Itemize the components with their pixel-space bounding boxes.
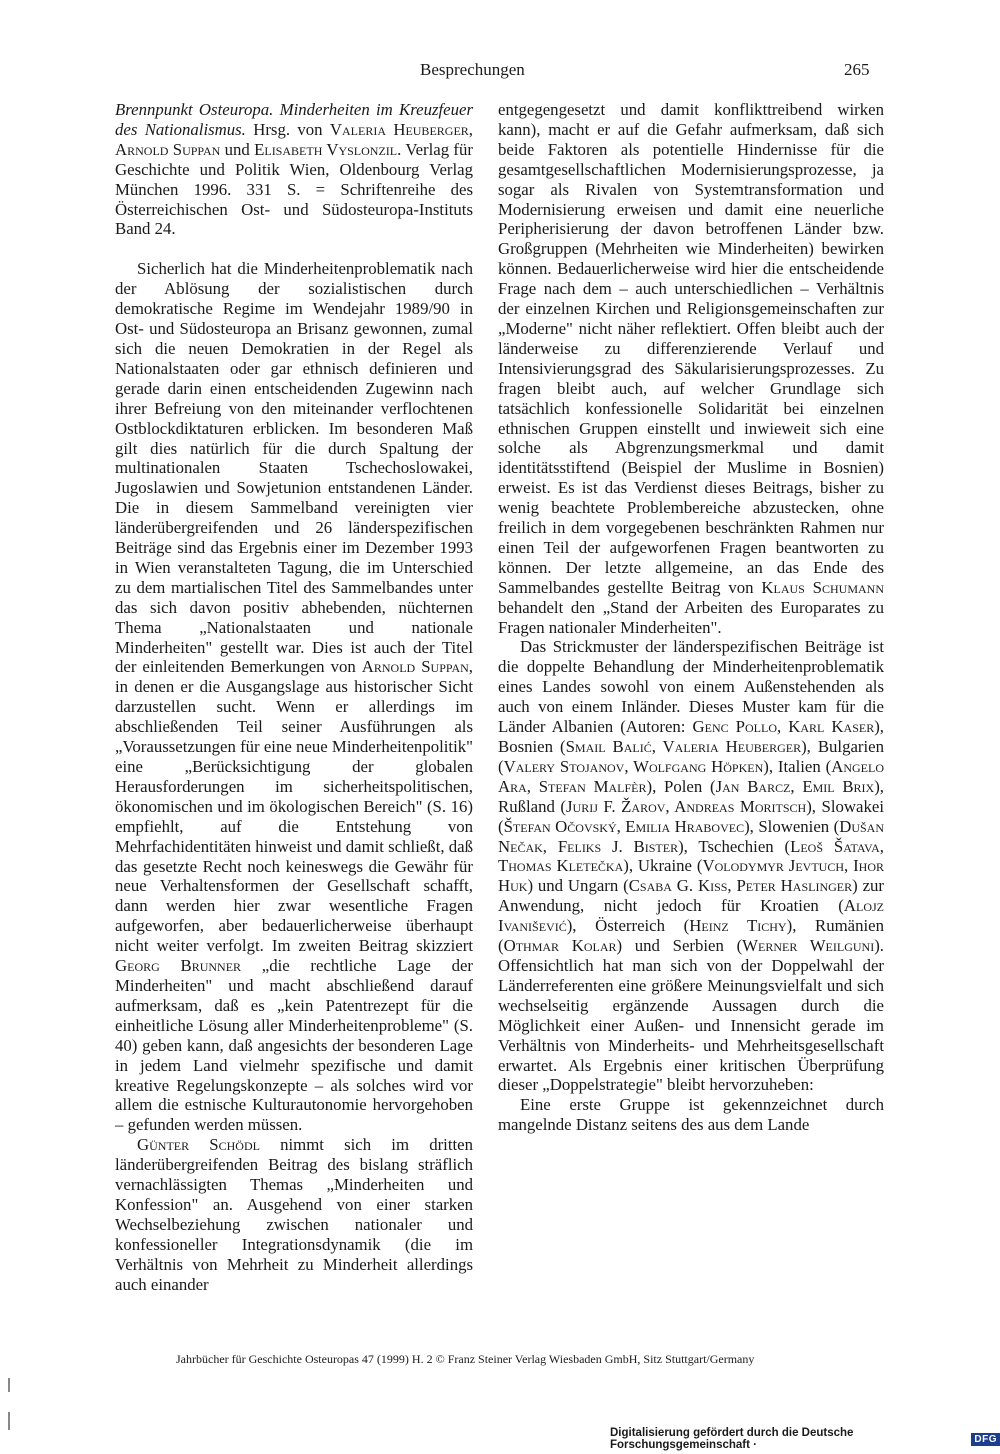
author-names: Volodymyr Jevtuch, Ihor Huk [498, 856, 885, 896]
editors-prefix: Hrsg. von [245, 119, 330, 139]
separator: , [468, 119, 473, 139]
author-name: Klaus Schumann [761, 577, 884, 597]
text-run: ), Slowakei ( [498, 796, 884, 836]
text-run: „die rechtliche Lage der Minderheiten" und macht abschließend darauf aufmerksam, daß es „kein Patentrezept für die einheitliche Lösung aller Minderheitenprobleme" (S. 40) geben kann, daß angesichts der besonderen Lage in jedem Land vielmehr spezifische und damit kreative Regelungskonzepte – als solches wird vor allem die estnische Kulturautonomie hervorgehoben – gefunden werden müssen. [115, 956, 473, 1135]
author-name: Arnold Suppan [361, 657, 469, 677]
author-names: Heinz Tichy [689, 916, 787, 936]
author-name: Günter Schödl [137, 1135, 260, 1155]
text-run: behandelt den „Stand der Arbeiten des Europarates zu Fragen nationaler Minderheiten". [498, 597, 884, 637]
right-column [498, 100, 884, 1135]
page-number: 265 [844, 60, 870, 79]
editor-name: Valeria Heuberger [329, 119, 469, 139]
text-run: ), Rumänien ( [498, 916, 884, 956]
author-names: Angelo Ara, Stefan Malfèr [498, 756, 884, 796]
left-column [115, 100, 473, 1294]
review-paragraph [498, 1095, 884, 1135]
running-head: Besprechungen [420, 60, 525, 79]
review-paragraph [498, 100, 884, 637]
author-names: Jurij F. Žarov, Andreas Moritsch [566, 796, 807, 816]
author-names: Alojz Ivanišević [498, 896, 884, 936]
dfg-logo: DFG [971, 1433, 1000, 1446]
text-run: ) und Ungarn ( [527, 876, 629, 896]
journal-footer: Jahrbücher für Geschichte Osteuropas 47 (1999) H. 2 © Franz Steiner Verlag Wiesbaden GmbH, Sitz Stuttgart/Germany [176, 1352, 755, 1366]
author-names: Jan Barcz, Emil Brix [715, 776, 875, 796]
publication-info: . Verlag für Geschichte und Politik Wien, Oldenbourg Verlag München 1996. 331 S. = Schriftenreihe des Österreichischen Ost- und Südosteuropa-Instituts Band 24. [115, 139, 473, 239]
text-run: , in denen er die Ausgangslage aus historischer Sicht darzustellen sucht. Wenn er allerdings im abschließenden Teil seiner Ausführungen als „Voraussetzungen für eine neue Minderheitenpolitik" eine „Berücksichtigung der globalen Herausforderungen im sicherheitspolitischen, ökonomischen und im ökologischen Bereich" (S. 16) empfiehlt, auf die Entstehung von Mehrfachidentitäten hinweist und damit schließt, daß das gesetzte Recht noch keineswegs die Gewähr für neue Verhaltensformen der Gesellschaft schafft, dann werden hier zwar wesentliche Fragen aufgeworfen, aber bedauerlicherweise überhaupt nicht weiter verfolgt. Im zweiten Beitrag skizziert [115, 657, 473, 956]
text-run: ), Österreich ( [566, 916, 690, 936]
review-paragraph [498, 637, 884, 1095]
text-run: Das Strickmuster der länderspezifischen Beiträge ist die doppelte Behandlung der Minderheitenproblematik eines Landes sowohl von einem Außenstehenden als auch von einem Inländer. Dieses Muster kam für die Länder Albanien (Autoren: [498, 637, 884, 737]
review-paragraph [115, 259, 473, 1135]
text-run: ), Bosnien ( [498, 717, 884, 756]
text-run: ), Slowenien ( [744, 816, 840, 836]
bibliographic-entry [115, 100, 473, 239]
text-run: Eine erste Gruppe ist gekennzeichnet durch mangelnde Distanz seitens des aus dem Lande [498, 1095, 884, 1135]
author-names: Valery Stojanov, Wolfgang Höpken [503, 756, 764, 776]
page-header [0, 60, 1000, 86]
text-run: ). Offensichtlich hat man sich von der Doppelwahl der Länderreferenten eine größere Meinungsvielfalt und sich wechselseitig ergänzende Aussagen durch die Möglichkeit einer Außen- und Innensicht gerade im Verhältnis von Minderheits- und Mehrheitsgesellschaft erwartet. Als Ergebnis einer kritischen Überprüfung dieser „Doppelstrategie" bleibt hervorzuheben: [498, 936, 884, 1095]
digitization-notice [610, 1427, 1000, 1451]
author-names: Werner Weilguni [742, 936, 875, 956]
scan-margin-mark [8, 1378, 10, 1392]
text-run: ), Italien ( [763, 756, 832, 776]
text-run: nimmt sich im dritten länderübergreifenden Beitrag des bislang sträflich vernachlässigten Themas „Minderheiten und Konfession" an. Ausgehend von einer starken Wechselbeziehung zwischen nationaler und konfessioneller Integrationsdynamik (die im Verhältnis von Mehrheit zu Minderheit allerdings auch einander [115, 1135, 473, 1294]
scan-margin-mark [8, 1412, 10, 1430]
author-names: Csaba G. Kiss, Peter Haslinger [628, 876, 853, 896]
author-name: Georg Brunner [115, 956, 242, 976]
author-names: Genc Pollo, Karl Kaser [692, 717, 875, 737]
text-run: ) zur Anwendung, nicht jedoch für Kroatien ( [498, 876, 885, 916]
author-names: Štefan Očovský, Emilia Hrabovec [503, 816, 745, 836]
text-run: ), Ukraine ( [623, 856, 703, 876]
text-run: ), Bulgarien ( [498, 737, 884, 776]
digitization-text: Digitalisierung gefördert durch die Deutsche Forschungsgemeinschaft · [610, 1427, 854, 1451]
text-run: ) und Serbien ( [616, 936, 743, 956]
text-run: Sicherlich hat die Minderheitenproblematik nach der Ablösung der sozialistischen durch demokratische Regime im Wendejahr 1989/90 in Ost- und Südosteuropa an Brisanz gewonnen, zumal sich die neuen Demokratien in der Regel als Nationalstaaten oder gar ethnisch definieren und gerade darin einen entscheidenden Zugewinn nach ihrer Befreiung von den miteinander verflochtenen Ostblockdiktaturen erblicken. Im besonderen Maß gilt dies natürlich für die durch Spaltung der multinationalen Staaten Tschechoslowakei, Jugoslawien und Sowjetunion entstandenen Länder. Die in diesem Sammelband vereinigten vier länderübergreifenden und 26 länderspezifischen Beiträge sind das Ergebnis einer im Dezember 1993 in Wien veranstalteten Tagung, die im Unterschied zu dem martialischen Titel des Sammelbandes unter das sich davon positiv abhebenden, nüchternen Thema „Nationalstaaten und nationale Minderheiten" gestellt war. Dies ist auch der Titel der einleitenden Bemerkungen von [115, 259, 473, 677]
text-run: ), Rußland ( [498, 776, 884, 816]
author-names: Othmar Kolar [503, 936, 617, 956]
author-names: Dušan Nečak, Feliks J. Bister [498, 816, 885, 856]
text-run: ), Tschechien ( [678, 836, 791, 856]
editor-name: Arnold Suppan [115, 139, 221, 159]
text-run: ), Polen ( [646, 776, 716, 796]
review-paragraph [115, 1135, 473, 1294]
author-names: Smail Balić, Valeria Heuberger [565, 737, 802, 756]
editor-name: Elisabeth Vyslonzil [254, 139, 398, 159]
separator: und [220, 139, 255, 159]
text-run: entgegengesetzt und damit konflikttreibend wirken kann), macht er auf die Gefahr aufmerksam, daß sich beide Faktoren als potentielle Hindernisse für die gesamtgesellschaftlichen Modernisierungsprozesse, ja sogar als Rivalen von Systemtransformation und Modernisierung erweisen und damit eine neuerliche Peripherisierung der davon betroffenen Länder bzw. Großgruppen (Mehrheiten wie Minderheiten) bewirken können. Bedauerlicherweise wird hier die entscheidende Frage nach dem – auch unterschiedlichen – Verhältnis der einzelnen Kirchen und Religionsgemeinschaften zur „Moderne" nicht näher reflektiert. Offen bleibt auch der länderweise zu differenzierende Verlauf und Intensivierungsgrad des Säkularisierungsprozesses. Zu fragen bleibt auch, auf welcher Grundlage sich tatsächlich konfessionelle Solidarität bei einzelnen ethnischen Gruppen einstellt und inwieweit sich eine solche als Abgrenzungsmerkmal und damit identitätsstiftend (Beispiel der Muslime in Bosnien) erweist. Es ist das Verdienst dieses Beitrags, bisher zu wenig beachtete Problembereiche abzustecken, ohne freilich in dem vorgegebenen beschränkten Rahmen nur einen Teil der aufgeworfenen Fragen beantworten zu können. Der letzte allgemeine, an das Ende des Sammelbandes gestellte Beitrag von [498, 100, 884, 597]
book-title: Brennpunkt Osteuropa. Minderheiten im Kreuzfeuer des Nationalismus. [115, 100, 473, 139]
author-names: Leoš Šatava, Thomas Kletečka [498, 836, 884, 876]
